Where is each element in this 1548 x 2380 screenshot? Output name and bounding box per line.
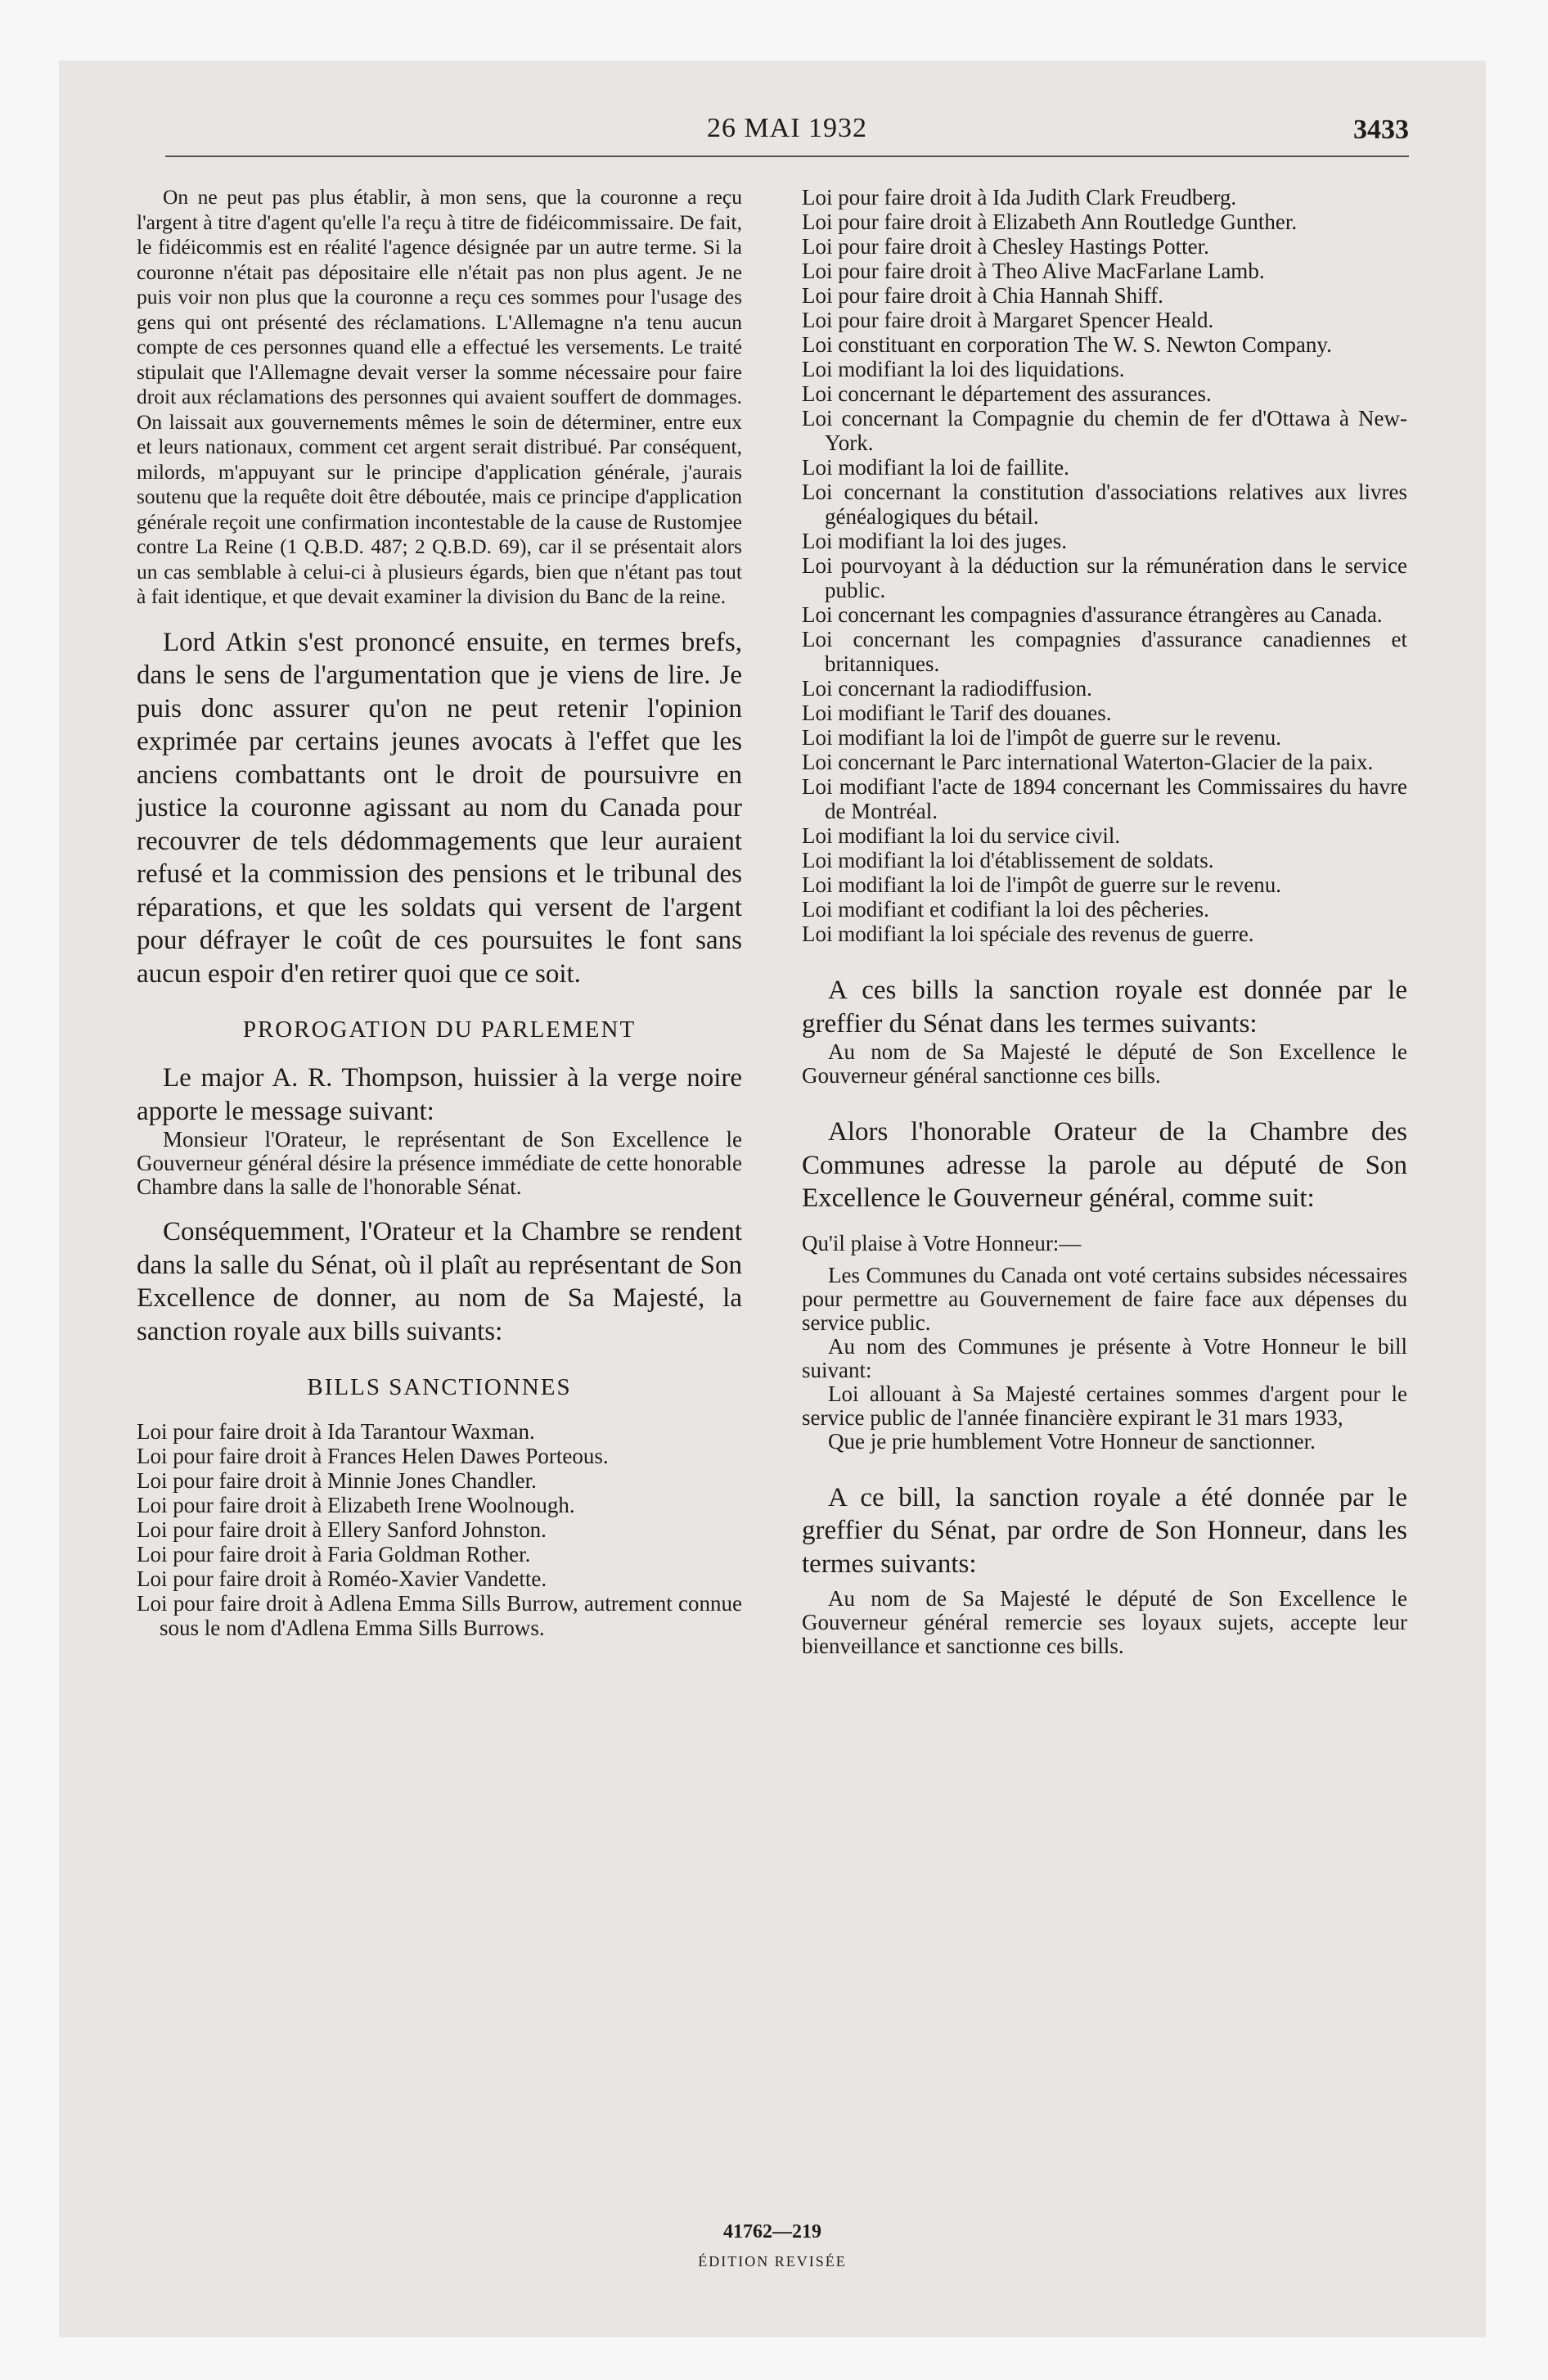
bill-item: Loi modifiant la loi des liquidations. — [802, 357, 1125, 381]
bill-item: Loi concernant la radiodiffusion. — [802, 676, 1092, 701]
bill-item: Loi modifiant le Tarif des douanes. — [802, 701, 1112, 725]
paragraph: Le major A. R. Thompson, huissier à la verge noire apporte le message suivant: — [137, 1063, 742, 1126]
bill-item: Loi modifiant la loi de l'impôt de guerre sur le revenu. — [802, 872, 1281, 897]
bill-item: Loi pour faire droit à Roméo-Xavier Vandette. — [137, 1566, 547, 1591]
page-header — [165, 110, 1409, 157]
bill-item: Loi concernant les compagnies d'assurance étrangères au Canada. — [802, 602, 1383, 627]
bill-item: Loi pour faire droit à Ida Judith Clark Freudberg. — [802, 185, 1237, 210]
bill-item: Loi pour faire droit à Minnie Jones Chandler. — [137, 1468, 537, 1493]
bill-item: Loi pour faire droit à Margaret Spencer Heald. — [802, 308, 1214, 332]
page-footer — [59, 2221, 1486, 2270]
section-heading: PROROGATION DU PARLEMENT — [242, 1016, 637, 1043]
paragraph: Alors l'honorable Orateur de la Chambre des Communes adresse la parole au député de Son Excellence le Gouverneur général, comme suit: — [802, 1117, 1407, 1213]
paragraph: Conséquemment, l'Orateur et la Chambre se rendent dans la salle du Sénat, où il plaît au représentant de Son Excellence de donner, au nom de Sa Majesté, la sanction royale aux bills suivants: — [137, 1217, 742, 1346]
bill-item: Loi pour faire droit à Adlena Emma Sills Burrow, autrement connue sous le nom d'Adlena Emma Sills Burrows. — [137, 1591, 742, 1640]
bill-item: Loi pour faire droit à Elizabeth Irene Woolnough. — [137, 1493, 575, 1517]
bill-item: Loi modifiant la loi spéciale des revenus de guerre. — [802, 922, 1254, 946]
bill-item: Loi pour faire droit à Chia Hannah Shiff. — [802, 283, 1163, 308]
bill-item: Loi pour faire droit à Faria Goldman Rother. — [137, 1542, 531, 1566]
bill-item: Loi concernant le département des assurances. — [802, 381, 1212, 406]
paragraph: A ce bill, la sanction royale a été donnée par le greffier du Sénat, par ordre de Son Honneur, dans les termes suivants: — [802, 1482, 1407, 1579]
bills-list — [802, 185, 1407, 946]
bill-item: Loi pour faire droit à Chesley Hastings Potter. — [802, 234, 1209, 259]
page-number: 3433 — [1353, 115, 1409, 145]
bill-item: Loi constituant en corporation The W. S. Newton Company. — [802, 332, 1332, 357]
bill-item: Loi pour faire droit à Ellery Sanford Johnston. — [137, 1517, 547, 1542]
bill-item: Loi modifiant la loi du service civil. — [802, 823, 1121, 848]
paragraph: Qu'il plaise à Votre Honneur:— — [802, 1230, 1082, 1255]
bill-item: Loi concernant la constitution d'associations relatives aux livres généalogiques du bétail. — [802, 480, 1407, 529]
right-column — [802, 185, 1407, 1658]
paragraph: Les Communes du Canada ont voté certains subsides nécessaires pour permettre au Gouvernement de faire face aux dépenses du service public. — [802, 1262, 1407, 1335]
paragraph: Lord Atkin s'est prononcé ensuite, en termes brefs, dans le sens de l'argumentation que je viens de lire. Je puis donc assurer qu'on ne peut retenir l'opinion exprimée par certains jeunes avocats à l'effet que les anciens combattants ont le droit de poursuivre en justice la couronne agissant au nom du Canada pour recouvrer de tels dédommagements que leur auraient refusé et la commission des pensions et le tribunal des réparations, et que les soldats qui versent de l'argent pour défrayer le coût de ces poursuites le font sans aucun espoir d'en retirer quoi que ce soit. — [137, 627, 742, 989]
bill-item: Loi modifiant et codifiant la loi des pêcheries. — [802, 897, 1209, 922]
bill-item: Loi pour faire droit à Frances Helen Dawes Porteous. — [137, 1444, 609, 1468]
bill-item: Loi concernant la Compagnie du chemin de fer d'Ottawa à New-York. — [802, 406, 1407, 455]
paragraph: Que je prie humblement Votre Honneur de sanctionner. — [828, 1428, 1316, 1454]
bill-item: Loi modifiant la loi de faillite. — [802, 455, 1069, 480]
bill-item: Loi modifiant la loi de l'impôt de guerre sur le revenu. — [802, 725, 1281, 750]
bill-item: Loi pour faire droit à Ida Tarantour Waxman. — [137, 1419, 535, 1444]
section-heading: BILLS SANCTIONNES — [307, 1374, 572, 1400]
bill-item: Loi modifiant l'acte de 1894 concernant les Commissaires du havre de Montréal. — [802, 774, 1407, 823]
header-date: 26 MAI 1932 — [706, 113, 868, 143]
bill-item: Loi modifiant la loi d'établissement de soldats. — [802, 848, 1214, 872]
bill-item: Loi modifiant la loi des juges. — [802, 529, 1067, 553]
paragraph: On ne peut pas plus établir, à mon sens, que la couronne a reçu l'argent à titre d'agent qu'elle l'a reçu à titre de fidéicommissaire. De fait, le fidéicommis est en réalité l'agence désignée par un autre terme. Si la couronne n'était pas dépositaire elle n'était pas non plus agent. Je ne puis voir non plus que la couronne a reçu ces sommes pour l'usage des gens qui ont présenté des réclamations. L'Allemagne n'a tenu aucun compte de ces personnes quand elle a effectué les versements. Le traité stipulait que l'Allemagne devait verser la somme nécessaire pour faire droit aux réclamations des personnes qui avaient souffert de dommages. On laissait aux gouvernements mêmes le soin de déterminer, entre eux et leurs nationaux, comment cet argent serait distribué. Par conséquent, milords, m'appuyant sur le principe d'application générale, j'aurais soutenu que la requête doit être déboutée, mais ce principe d'application générale reçoit une confirmation incontestable de la cause de Rustomjee contre La Reine (1 Q.B.D. 487; 2 Q.B.D. 69), car il se présentait alors un cas semblable à celui-ci à plusieurs égards, bien que n'étant pas tout à fait identique, et que devait examiner la division du Banc de la reine. — [137, 185, 742, 608]
print-code: 41762—219 — [723, 2221, 821, 2243]
paragraph: Loi allouant à Sa Majesté certaines sommes d'argent pour le service public de l'année financière expirant le 31 mars 1933, — [802, 1381, 1407, 1430]
paragraph: A ces bills la sanction royale est donnée par le greffier du Sénat dans les termes suivants: — [802, 976, 1407, 1039]
quoted-message: Au nom de Sa Majesté le député de Son Excellence le Gouverneur général sanctionne ces bills. — [802, 1039, 1407, 1088]
bill-item: Loi pourvoyant à la déduction sur la rémunération dans le service public. — [802, 553, 1407, 602]
bill-item: Loi concernant les compagnies d'assurance canadiennes et britanniques. — [802, 627, 1407, 676]
quoted-message: Au nom de Sa Majesté le député de Son Excellence le Gouverneur général remercie ses loyaux sujets, accepte leur bienveillance et sanctionne ces bills. — [802, 1586, 1407, 1658]
left-column — [137, 185, 742, 1640]
edition-label: ÉDITION REVISÉE — [698, 2253, 847, 2270]
bills-list — [137, 1419, 742, 1640]
quoted-message: Monsieur l'Orateur, le représentant de Son Excellence le Gouverneur général désire la présence immédiate de cette honorable Chambre dans la salle de l'honorable Sénat. — [137, 1127, 742, 1199]
bill-item: Loi pour faire droit à Theo Alive MacFarlane Lamb. — [802, 259, 1265, 283]
bill-item: Loi concernant le Parc international Waterton-Glacier de la paix. — [802, 750, 1374, 774]
paragraph: Au nom des Communes je présente à Votre Honneur le bill suivant: — [802, 1333, 1407, 1382]
page-scan — [59, 61, 1486, 2337]
bill-item: Loi pour faire droit à Elizabeth Ann Routledge Gunther. — [802, 210, 1298, 234]
